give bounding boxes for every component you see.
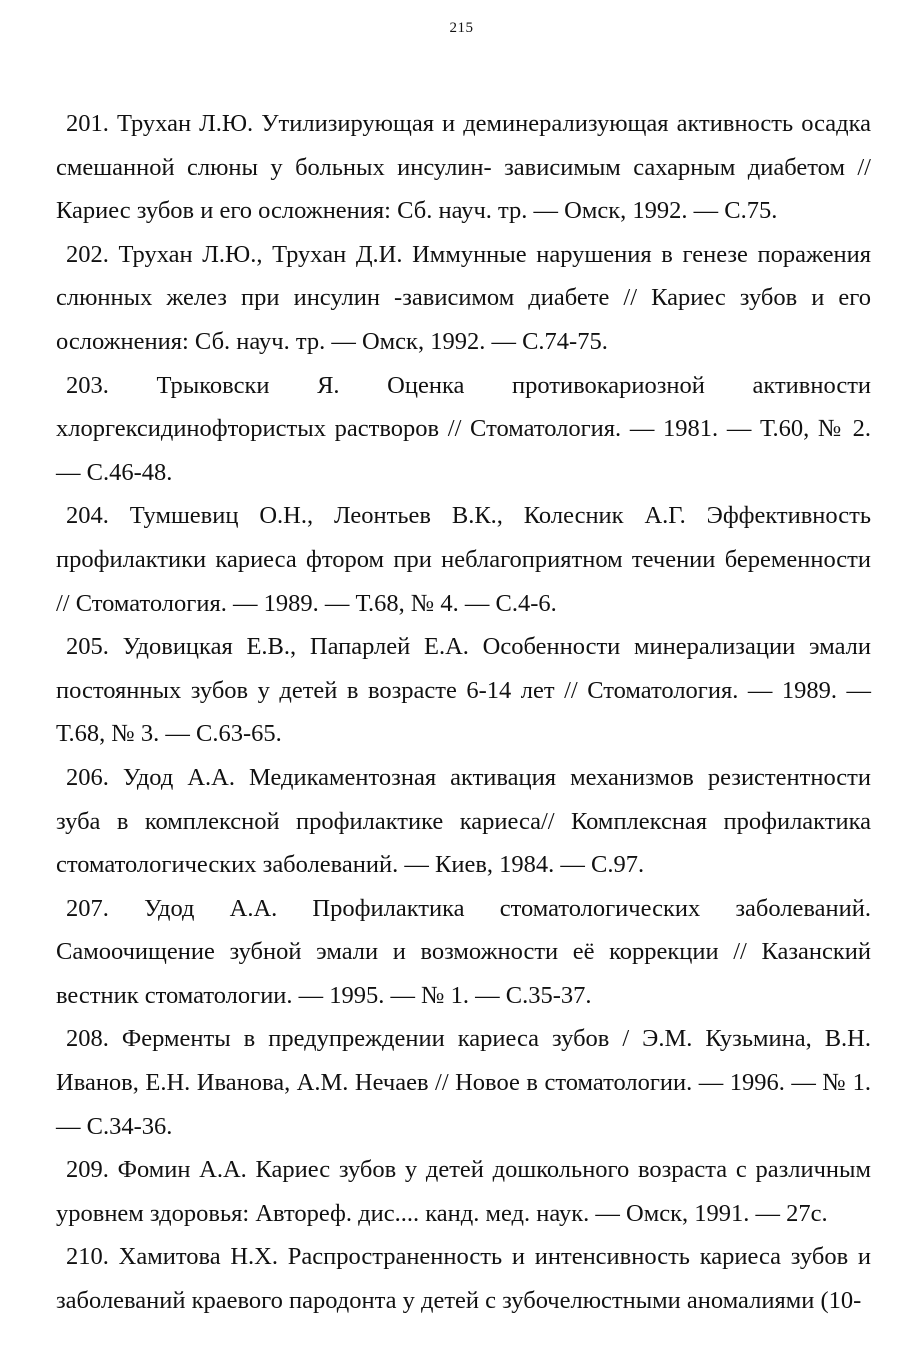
- reference-item: [56, 887, 871, 1018]
- reference-text: Тумшевиц О.Н., Леонтьев В.К., Колесник А.Г. Эффективность профилактики кариеса фтором при неблагоприятном течении беременности // Стоматология. — 1989. — Т.68, № 4. — С.4-6.: [56, 502, 872, 617]
- reference-text: Удод А.А. Медикаментозная активация механизмов резистентности зуба в комплексной профилактике кариеса// Комплексная профилактика стоматологических заболеваний. — Киев, 1984. — С.97.: [56, 763, 871, 879]
- reference-list: [56, 102, 871, 1323]
- reference-item: [56, 1235, 871, 1322]
- reference-number: 207.: [66, 894, 109, 922]
- reference-item: [56, 364, 871, 495]
- reference-number: 208.: [66, 1025, 109, 1053]
- reference-item: [56, 102, 871, 233]
- reference-text: Удовицкая Е.В., Папарлей Е.А. Особенности минерализации эмали постоянных зубов у детей в возрасте 6-14 лет // Стоматология. — 1989. — Т.68, № 3. — С.63-65.: [56, 633, 872, 748]
- reference-number: 203.: [66, 371, 109, 399]
- reference-item: [56, 1148, 871, 1235]
- reference-number: 202.: [66, 240, 109, 268]
- reference-text: Ферменты в предупреждении кариеса зубов / Э.М. Кузьмина, В.Н. Иванов, Е.Н. Иванова, А.М. Нечаев // Новое в стоматологии. — 1996. — № 1. — С.34-36.: [56, 1025, 872, 1140]
- reference-number: 204.: [66, 502, 109, 530]
- reference-item: [56, 1017, 871, 1148]
- reference-number: 201.: [66, 110, 109, 137]
- reference-number: 206.: [66, 763, 109, 791]
- reference-item: [56, 756, 871, 887]
- reference-item: [56, 625, 871, 756]
- reference-item: [56, 494, 871, 625]
- reference-text: Трухан Л.Ю. Утилизирующая и деминерализующая активность осадка смешанной слюны у больных инсулин- зависимым сахарным диабетом // Кариес зубов и его осложнения: Сб. науч. тр. — Омск, 1992. — С.75.: [56, 110, 871, 225]
- reference-item: [56, 233, 871, 364]
- reference-text: Удод А.А. Профилактика стоматологических заболеваний. Самоочищение зубной эмали и возможности её коррекции // Казанский вестник стоматологии. — 1995. — № 1. — С.35-37.: [56, 894, 872, 1009]
- reference-text: Фомин А.А. Кариес зубов у детей дошкольного возраста с различным уровнем здоровья: Автореф. дис.... канд. мед. наук. — Омск, 1991. — 27с.: [56, 1156, 871, 1227]
- reference-number: 209.: [66, 1156, 109, 1184]
- reference-number: 205.: [66, 633, 109, 661]
- reference-text: Трыковски Я. Оценка противокариозной активности хлоргексидинофтористых растворов // Стоматология. — 1981. — Т.60, № 2. — С.46-48.: [56, 371, 872, 486]
- reference-text: Трухан Л.Ю., Трухан Д.И. Иммунные нарушения в генезе поражения слюнных желез при инсулин -зависимом диабете // Кариес зубов и его осложнения: Сб. науч. тр. — Омск, 1992. — С.74-75.: [56, 240, 872, 355]
- reference-number: 210.: [66, 1243, 109, 1271]
- page-number: 215: [449, 20, 474, 36]
- reference-text: Хамитова Н.Х. Распространенность и интенсивность кариеса зубов и заболеваний краевого пародонта у детей с зубочелюстными аномалиями (10-: [56, 1243, 872, 1315]
